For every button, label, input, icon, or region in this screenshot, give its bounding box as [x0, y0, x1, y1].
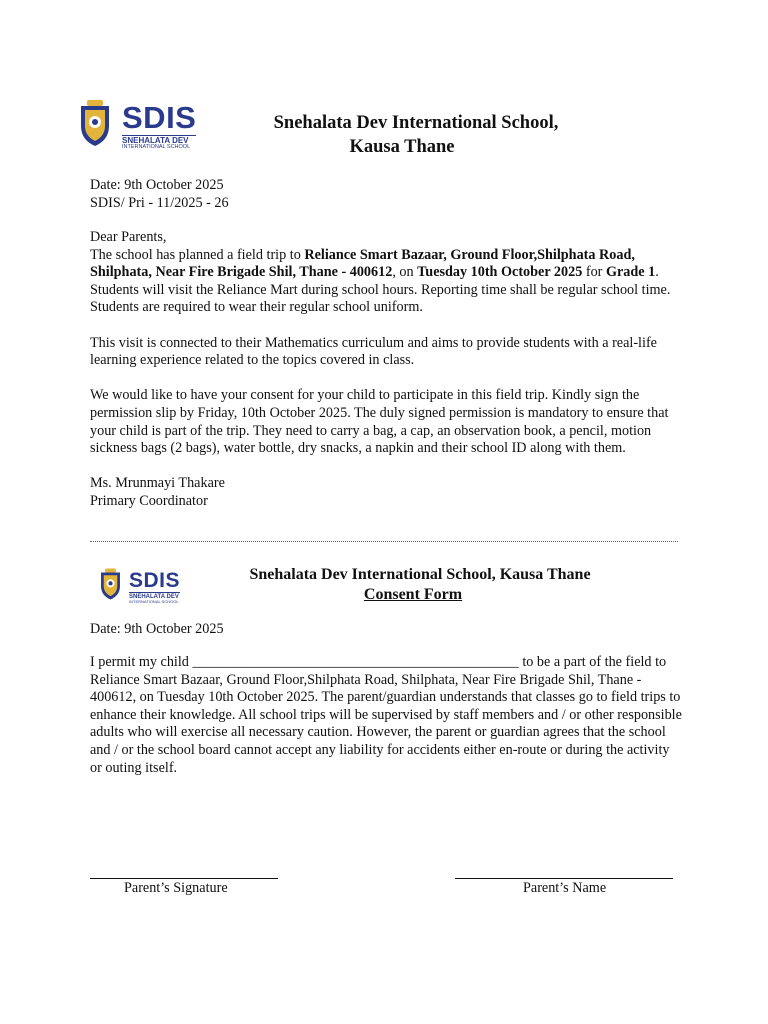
signatory-role: Primary Coordinator: [90, 492, 208, 509]
school-logo: [78, 98, 196, 151]
logo-tag: INTERNATIONAL SCHOOL: [122, 144, 191, 151]
header-line-1: Snehalata Dev International School,: [273, 113, 559, 133]
consent-logo: [99, 567, 180, 604]
child-name-blank[interactable]: ______________________________________________: [192, 654, 519, 670]
consent-school-header: Snehalata Dev International School, Kausa Thane: [249, 566, 591, 583]
letter-date: Date: 9th October 2025: [90, 177, 224, 193]
letter-body: [90, 229, 682, 511]
parent-name-line[interactable]: [455, 878, 673, 879]
parent-signature-line[interactable]: [90, 878, 278, 879]
cut-line-divider: [90, 541, 678, 542]
consent-body: I permit my child ______________________________________________ to be a part of the field to Reliance Smart Bazaar, Ground Floor,Shilphata Road, Shilphata, Near Fire Brigade Shil, Thane - 400612, on Tuesday 10th October 2025. The parent/guardian understands that classes go to field trips to enhance their knowledge. All school trips will be supervised by staff members and / or other responsible adults who will exercise all necessary caution. However, the parent or guardian agrees that the school and / or the school board cannot accept any liability for accidents either en-route or during the activity or outing itself.: [90, 654, 682, 776]
logo-abbr: SDIS: [122, 100, 197, 135]
paragraph-3: We would like to have your consent for your child to participate in this field trip. Kindly sign the permission slip by Friday, 10th October 2025. The duly signed permission is mandatory to ensure that your child is part of the trip. They need to carry a bag, a cap, an observation book, a pencil, motion sickness bags (2 bags), water bottle, dry snacks, a napkin and their school ID along with them.: [90, 387, 669, 457]
school-crest-icon: [99, 567, 122, 601]
salutation: Dear Parents,: [90, 229, 167, 245]
consent-form-title: Consent Form: [363, 586, 463, 603]
venue: Reliance Smart Bazaar, Ground Floor,Shilphata Road, Shilphata, Near Fire Brigade Shil, Thane - 400612: [90, 246, 635, 281]
logo-abbr: SDIS: [129, 569, 181, 592]
logo-tag: INTERNATIONAL SCHOOL: [129, 599, 179, 605]
letter-ref: SDIS/ Pri - 11/2025 - 26: [90, 195, 229, 211]
paragraph-2: This visit is connected to their Mathematics curriculum and aims to provide students with a real-life learning experience related to the topics covered in class.: [90, 334, 657, 369]
trip-date: Tuesday 10th October 2025: [417, 264, 583, 281]
school-crest-icon: [78, 98, 112, 148]
logo-name: SNEHALATA DEV: [122, 136, 189, 145]
grade: Grade 1: [605, 264, 656, 281]
consent-date: Date: 9th October 2025: [90, 621, 224, 637]
parent-signature-label: Parent’s Signature: [124, 880, 228, 896]
parent-name-label: Parent’s Name: [523, 880, 607, 896]
header-line-2: Kausa Thane: [349, 137, 455, 157]
paragraph-1: The school has planned a field trip to Reliance Smart Bazaar, Ground Floor,Shilphata Road, Shilphata, Near Fire Brigade Shil, Thane - 400612, on Tuesday 10th October 2025 for Grade 1. Students will visit the Reliance Mart during school hours. Reporting time shall be regular school time. Students are required to wear their regular school uniform.: [90, 246, 671, 316]
logo-name: SNEHALATA DEV: [129, 594, 179, 600]
signatory-name: Ms. Mrunmayi Thakare: [90, 475, 225, 492]
